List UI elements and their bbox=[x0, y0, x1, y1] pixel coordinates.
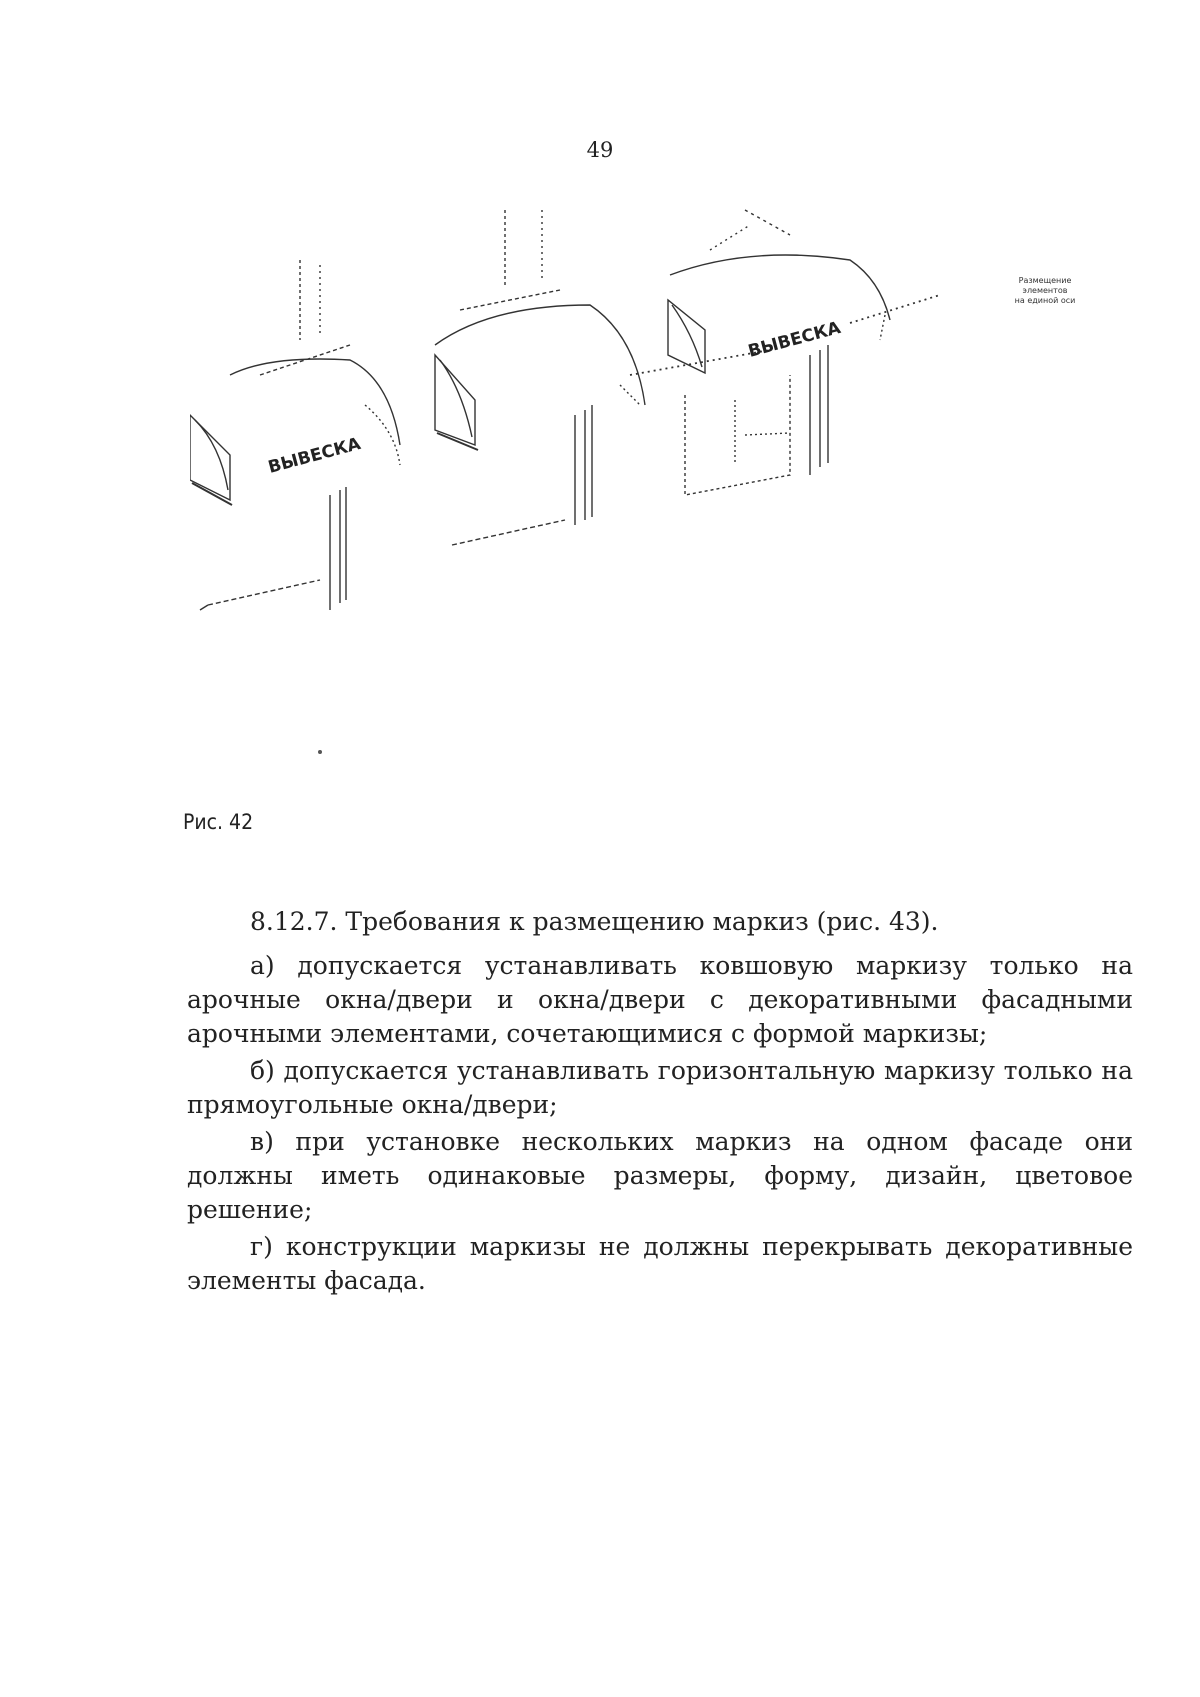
section-heading: 8.12.7. Требования к размещению маркиз (рис. 43). bbox=[250, 907, 939, 936]
annotation-line-3: на единой оси bbox=[1014, 296, 1076, 305]
facade-illustration bbox=[190, 205, 1150, 675]
figure-42-facade-drawing bbox=[190, 205, 1150, 675]
facade-block-left bbox=[190, 260, 400, 610]
sign-label-right: ВЫВЕСКА bbox=[746, 318, 843, 362]
section-8-12-7 bbox=[187, 905, 1133, 1301]
axis-annotation bbox=[1015, 276, 1076, 305]
requirement-a: а) допускается устанавливать ковшовую маркизу только на арочные окна/двери и окна/двери с декоративными фасадными арочными элементами, сочетающимися с формой маркизы; bbox=[187, 951, 1133, 1048]
requirement-c: в) при установке нескольких маркиз на одном фасаде они должны иметь одинаковые размеры, форму, дизайн, цветовое решение; bbox=[187, 1127, 1133, 1224]
scan-speck bbox=[318, 750, 322, 754]
facade-block-middle bbox=[435, 210, 645, 545]
annotation-line-1: Размещение bbox=[1018, 276, 1072, 285]
figure-caption: Рис. 42 bbox=[183, 810, 254, 834]
annotation-line-2: элементов bbox=[1022, 286, 1068, 295]
requirement-d: г) конструкции маркизы не должны перекрывать декоративные элементы фасада. bbox=[187, 1232, 1133, 1295]
alignment-axis-line-end bbox=[850, 295, 940, 323]
page-number: 49 bbox=[586, 138, 614, 162]
requirement-b: б) допускается устанавливать горизонтальную маркизу только на прямоугольные окна/двери; bbox=[187, 1056, 1133, 1119]
sign-label-left: ВЫВЕСКА bbox=[266, 434, 363, 478]
